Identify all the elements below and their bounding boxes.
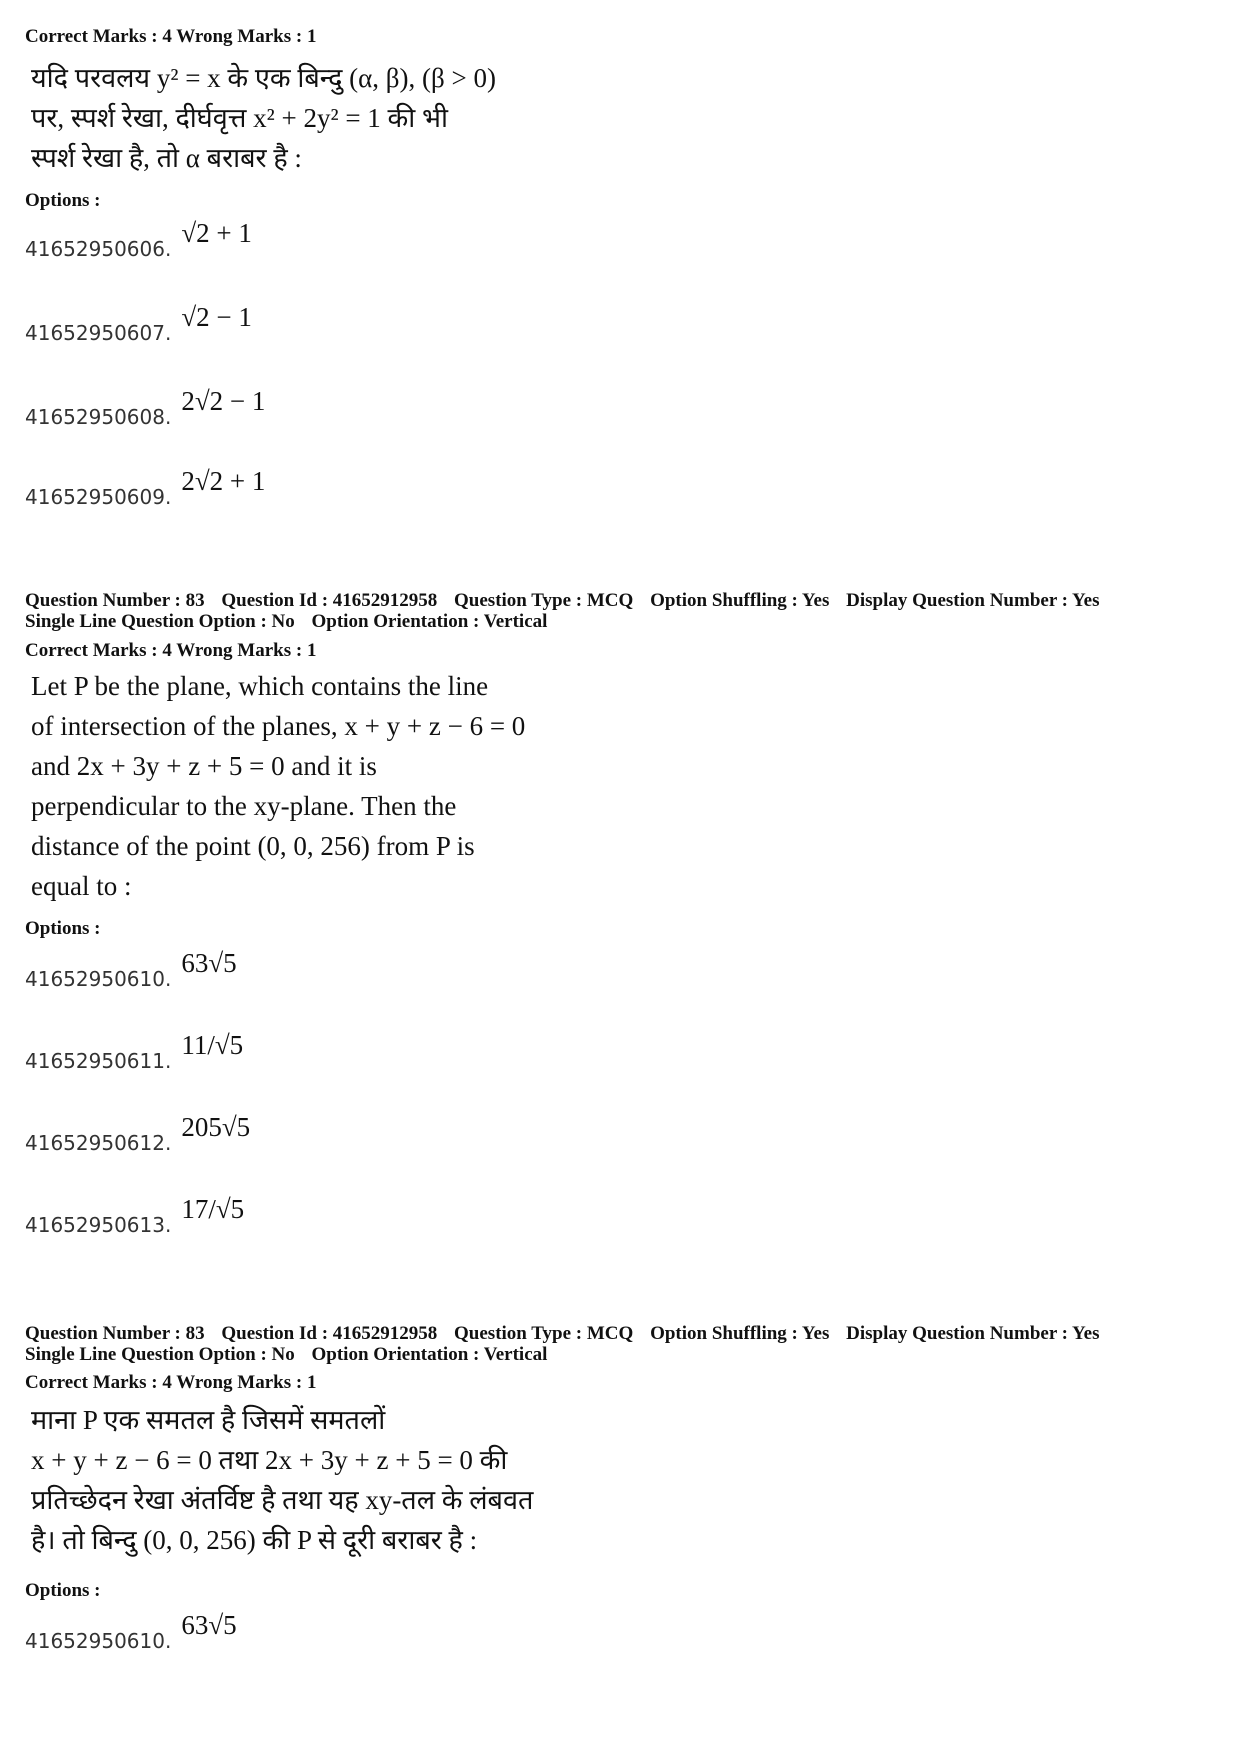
meta-question-id: Question Id : 41652912958 bbox=[221, 590, 438, 611]
meta-question-number: Question Number : 83 bbox=[25, 1323, 205, 1344]
option-value: 2√2 − 1 bbox=[181, 386, 266, 416]
option-id: 41652950607. bbox=[25, 321, 172, 345]
q83-hi-stem-line: प्रतिच्छेदन रेखा अंतर्विष्ट है तथा यह xy-तल के लंबवत bbox=[31, 1485, 534, 1515]
option-id: 41652950613. bbox=[25, 1213, 172, 1237]
meta-option-orientation: Option Orientation : Vertical bbox=[311, 1344, 548, 1365]
option-id: 41652950610. bbox=[25, 967, 172, 991]
q83-en-options-label: Options : bbox=[25, 918, 101, 939]
q83-en-meta-line-2 bbox=[25, 611, 1215, 632]
q83-hi-question-text bbox=[31, 1400, 541, 1560]
q83-hi-meta-line-1 bbox=[25, 1323, 1215, 1344]
q83-hi-option-1[interactable] bbox=[25, 1610, 237, 1658]
option-id: 41652950606. bbox=[25, 237, 172, 261]
option-id: 41652950610. bbox=[25, 1629, 172, 1653]
option-value: 63√5 bbox=[181, 948, 237, 978]
option-id: 41652950611. bbox=[25, 1049, 172, 1073]
q83-hi-options-label: Options : bbox=[25, 1580, 101, 1601]
q82-stem-line: पर, स्पर्श रेखा, दीर्घवृत्त x² + 2y² = 1 की भी bbox=[31, 103, 449, 133]
q83-en-option-3[interactable] bbox=[25, 1112, 251, 1160]
q83-hi-meta-line-2 bbox=[25, 1344, 1215, 1365]
q83-hi-marks: Correct Marks : 4 Wrong Marks : 1 bbox=[25, 1372, 317, 1393]
q82-option-4[interactable] bbox=[25, 466, 266, 514]
meta-display-question-number: Display Question Number : Yes bbox=[846, 1323, 1100, 1344]
option-value: 2√2 + 1 bbox=[181, 466, 266, 496]
meta-option-shuffling: Option Shuffling : Yes bbox=[650, 590, 830, 611]
q83-en-question-text bbox=[31, 666, 541, 906]
q83-en-stem-line: perpendicular to the xy-plane. Then the bbox=[31, 791, 457, 821]
option-id: 41652950609. bbox=[25, 485, 172, 509]
meta-option-orientation: Option Orientation : Vertical bbox=[311, 611, 548, 632]
q82-stem-line: यदि परवलय y² = x के एक बिन्दु (α, β), (β > 0) bbox=[31, 63, 496, 93]
option-value: √2 − 1 bbox=[181, 302, 252, 332]
q82-stem-line: स्पर्श रेखा है, तो α बराबर है : bbox=[31, 143, 302, 173]
option-id: 41652950612. bbox=[25, 1131, 172, 1155]
q82-question-text bbox=[31, 58, 541, 178]
q83-en-meta-line-1 bbox=[25, 590, 1215, 611]
q82-option-1[interactable] bbox=[25, 218, 252, 266]
q83-hi-stem-line: x + y + z − 6 = 0 तथा 2x + 3y + z + 5 = 0 की bbox=[31, 1445, 508, 1475]
option-value: 17/√5 bbox=[181, 1194, 245, 1224]
meta-single-line-option: Single Line Question Option : No bbox=[25, 1344, 295, 1365]
q82-options-label: Options : bbox=[25, 190, 101, 211]
option-value: 11/√5 bbox=[181, 1030, 244, 1060]
q83-en-stem-line: equal to : bbox=[31, 871, 132, 901]
option-value: 205√5 bbox=[181, 1112, 251, 1142]
q83-en-stem-line: Let P be the plane, which contains the line bbox=[31, 671, 489, 701]
q83-en-option-4[interactable] bbox=[25, 1194, 245, 1242]
option-id: 41652950608. bbox=[25, 405, 172, 429]
q82-marks: Correct Marks : 4 Wrong Marks : 1 bbox=[25, 26, 317, 47]
q83-en-option-1[interactable] bbox=[25, 948, 237, 996]
option-value: 63√5 bbox=[181, 1610, 237, 1640]
q83-hi-stem-line: है। तो बिन्दु (0, 0, 256) की P से दूरी बराबर है : bbox=[31, 1525, 478, 1555]
q83-en-stem-line: distance of the point (0, 0, 256) from P is bbox=[31, 831, 475, 861]
option-value: √2 + 1 bbox=[181, 218, 252, 248]
meta-single-line-option: Single Line Question Option : No bbox=[25, 611, 295, 632]
q82-option-2[interactable] bbox=[25, 302, 252, 350]
meta-display-question-number: Display Question Number : Yes bbox=[846, 590, 1100, 611]
meta-question-id: Question Id : 41652912958 bbox=[221, 1323, 438, 1344]
q83-en-stem-line: and 2x + 3y + z + 5 = 0 and it is bbox=[31, 751, 377, 781]
q82-option-3[interactable] bbox=[25, 386, 266, 434]
meta-question-type: Question Type : MCQ bbox=[454, 590, 634, 611]
meta-option-shuffling: Option Shuffling : Yes bbox=[650, 1323, 830, 1344]
q83-en-option-2[interactable] bbox=[25, 1030, 244, 1078]
q83-en-marks: Correct Marks : 4 Wrong Marks : 1 bbox=[25, 640, 317, 661]
meta-question-number: Question Number : 83 bbox=[25, 590, 205, 611]
q83-hi-stem-line: माना P एक समतल है जिसमें समतलों bbox=[31, 1405, 386, 1435]
meta-question-type: Question Type : MCQ bbox=[454, 1323, 634, 1344]
q83-en-stem-line: of intersection of the planes, x + y + z − 6 = 0 bbox=[31, 711, 526, 741]
